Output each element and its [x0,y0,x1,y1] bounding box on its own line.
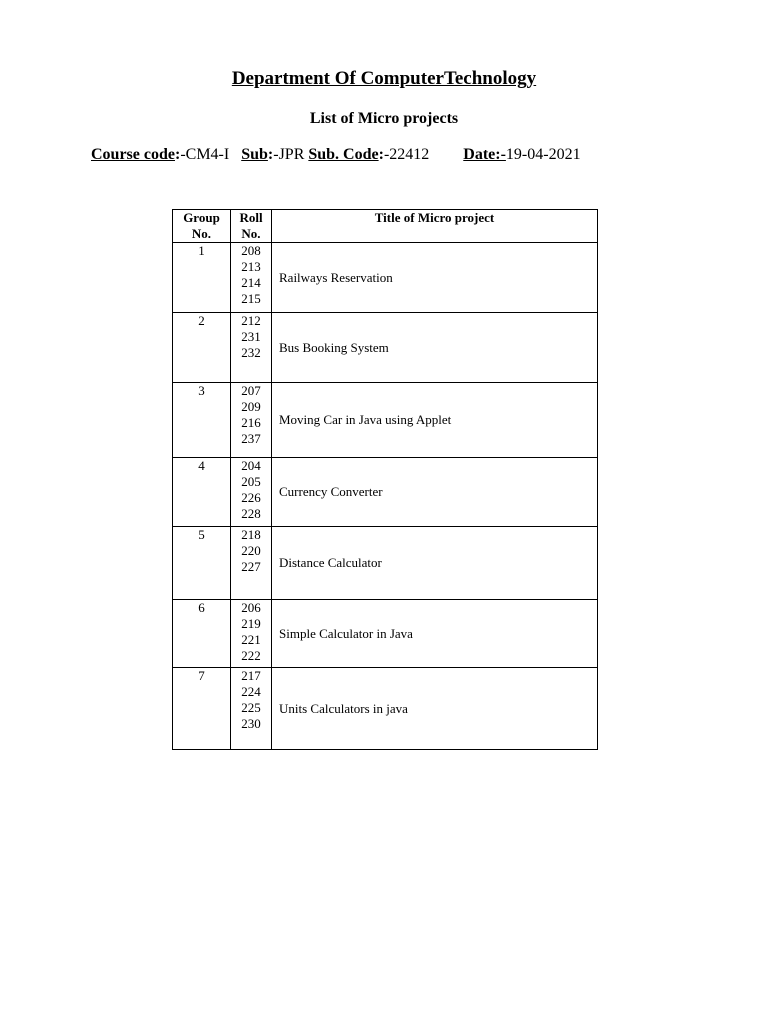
page-subtitle: List of Micro projects [309,110,459,127]
roll-number: 228 [241,506,261,521]
roll-number: 213 [241,259,261,274]
group-number-cell: 3 [173,383,231,458]
date-label: Date:- [463,146,506,163]
roll-number: 232 [241,345,261,360]
roll-number: 222 [241,648,261,663]
roll-number: 237 [241,431,261,446]
project-title-cell: Distance Calculator [272,527,598,600]
table-row [173,243,598,313]
roll-number: 204 [241,458,261,473]
roll-numbers-cell [231,668,272,750]
course-code-value: -CM4-I [180,146,230,163]
roll-numbers-cell [231,313,272,383]
header-group-no: Group No. [173,210,231,243]
roll-number: 216 [241,415,261,430]
project-title-cell: Currency Converter [272,458,598,527]
page-title: Department Of ComputerTechnology [231,68,537,89]
roll-number: 217 [241,668,261,683]
header-roll-no: Roll No. [231,210,272,243]
roll-number: 215 [241,291,261,306]
table-row [173,458,598,527]
roll-numbers-cell [231,383,272,458]
subject-code-label: Sub. Code [308,146,379,163]
project-title-cell: Units Calculators in java [272,668,598,750]
subject-code-value: -22412 [383,146,430,163]
group-number-cell: 7 [173,668,231,750]
roll-numbers-cell [231,458,272,527]
date-value: 19-04-2021 [505,146,581,163]
project-title-cell: Moving Car in Java using Applet [272,383,598,458]
subject-value: -JPR [273,146,305,163]
roll-number: 227 [241,559,261,574]
roll-number: 231 [241,329,261,344]
group-number-cell: 5 [173,527,231,600]
roll-number: 214 [241,275,261,290]
group-number-cell: 6 [173,600,231,668]
roll-number: 226 [241,490,261,505]
header-title: Title of Micro project [272,210,598,243]
roll-number: 218 [241,527,261,542]
table-row [173,383,598,458]
course-code-colon: : [174,146,181,163]
course-code-label: Course code [91,146,175,163]
roll-number: 230 [241,716,261,731]
table-body [173,243,598,750]
roll-numbers-cell [231,527,272,600]
roll-number: 207 [241,383,261,398]
roll-number: 205 [241,474,261,489]
roll-number: 209 [241,399,261,414]
subject-label: Sub [241,146,268,163]
roll-number: 219 [241,616,261,631]
table-row [173,313,598,383]
group-number-cell: 2 [173,313,231,383]
course-meta-line [91,146,581,164]
roll-number: 212 [241,313,261,328]
roll-numbers-cell [231,600,272,668]
project-title-cell: Bus Booking System [272,313,598,383]
roll-number: 224 [241,684,261,699]
roll-number: 208 [241,243,261,258]
project-title-cell: Simple Calculator in Java [272,600,598,668]
micro-projects-table [172,209,598,750]
project-title-cell: Railways Reservation [272,243,598,313]
roll-number: 206 [241,600,261,615]
roll-numbers-cell [231,243,272,313]
group-number-cell: 1 [173,243,231,313]
table-row [173,668,598,750]
table-row [173,527,598,600]
roll-number: 221 [241,632,261,647]
group-number-cell: 4 [173,458,231,527]
roll-number: 225 [241,700,261,715]
table-header-row [173,210,598,243]
table-row [173,600,598,668]
subject-code-colon: : [378,146,384,163]
roll-number: 220 [241,543,261,558]
subject-colon: : [267,146,274,163]
